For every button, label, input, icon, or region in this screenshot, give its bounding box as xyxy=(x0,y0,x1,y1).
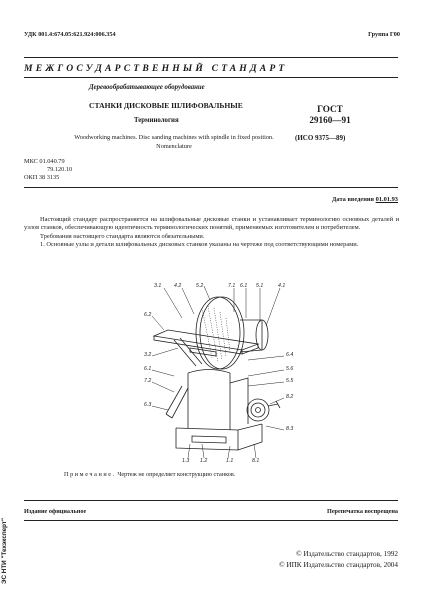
part-label: 6.1 xyxy=(144,366,152,372)
part-label: 6.1 xyxy=(240,283,248,289)
document-title: СТАНКИ ДИСКОВЫЕ ШЛИФОВАЛЬНЫЕ xyxy=(89,101,243,110)
part-label: 8.2 xyxy=(286,394,294,400)
body-text xyxy=(24,216,399,249)
copyright-1992: © Издательство стандартов, 1992 xyxy=(296,550,398,558)
column xyxy=(188,370,230,431)
paragraph: Настоящий стандарт распространяется на шлифовальные дисковые станки и устанавливает терминологию основных деталей и узлов станков, обеспечивающую идентичность терминологических понятий, применяемых изготовителем и потребителем. xyxy=(24,216,399,232)
part-label: 1.1 xyxy=(226,458,234,463)
okp-code: ОКП 38 3135 xyxy=(24,174,60,181)
part-label: 1.2 xyxy=(200,458,208,463)
part-label: 6.2 xyxy=(144,312,152,318)
top-rule xyxy=(24,57,398,58)
part-label: 5.2 xyxy=(196,283,204,289)
note-label: Примечание. xyxy=(64,471,116,478)
handwheel xyxy=(247,399,269,421)
part-label: 5.1 xyxy=(256,283,264,289)
intro-label: Дата введения xyxy=(332,196,376,203)
standard-banner: МЕЖГОСУДАРСТВЕННЫЙ СТАНДАРТ xyxy=(24,63,288,74)
part-label: 8.3 xyxy=(286,426,294,432)
classification-codes xyxy=(24,158,72,182)
group-code: Группа Г00 xyxy=(368,31,400,38)
drawing-note xyxy=(64,471,235,478)
side-stamp: ЭС НТИ "Техэксперт" xyxy=(1,518,8,584)
part-label: 5.6 xyxy=(286,366,294,372)
english-title: Woodworking machines. Disc sanding machines with spindle in fixed position. Nomenclature xyxy=(74,134,274,150)
sanding-disc xyxy=(196,297,240,369)
gost-number xyxy=(300,104,360,126)
mks-code-2: 79.120.10 xyxy=(47,166,73,173)
part-label: 6.4 xyxy=(286,352,294,358)
part-label: 7.2 xyxy=(144,378,152,384)
document-subtitle: Терминология xyxy=(134,117,179,124)
intro-rule xyxy=(24,187,398,188)
base-slot xyxy=(192,436,226,443)
introduction-date xyxy=(332,196,398,203)
mks-code-1: МКС 01.040.79 xyxy=(24,158,65,165)
paragraph: 1. Основные узлы и детали шлифовальных дисковых станков указаны на чертеже под соответствующими номерами. xyxy=(40,240,359,248)
part-labels xyxy=(144,283,293,463)
footer-rule xyxy=(24,500,398,501)
part-label: 1.3 xyxy=(182,458,190,463)
udk-code: УДК 001.4:674.05:621.924:006.354 xyxy=(24,31,116,38)
machine-drawing xyxy=(130,278,310,463)
gost-label: ГОСТ xyxy=(317,104,343,114)
gost-code: 29160—91 xyxy=(309,115,351,125)
part-label: 4.2 xyxy=(174,283,182,289)
footer-rule-2 xyxy=(24,520,398,521)
reprint-prohibited: Перепечатка воспрещена xyxy=(327,508,398,515)
part-label: 8.1 xyxy=(252,458,260,463)
part-label: 5.5 xyxy=(286,378,294,384)
note-text: Чертеж не определяет конструкцию станков. xyxy=(115,471,236,478)
iso-reference: (ИСО 9375—89) xyxy=(295,134,346,142)
part-label: 3.1 xyxy=(154,283,162,289)
part-label: 7.1 xyxy=(228,283,236,289)
copyright-2004: © ИПК Издательство стандартов, 2004 xyxy=(279,561,398,569)
intro-date-value: 01.01.93 xyxy=(375,196,398,203)
part-label: 6.3 xyxy=(144,402,152,408)
part-label: 3.2 xyxy=(144,352,152,358)
part-label: 4.1 xyxy=(278,283,286,289)
paragraph: Требования настоящего стандарта являются обязательными. xyxy=(40,232,205,240)
sector-heading: Деревообрабатывающее оборудование xyxy=(89,84,205,91)
official-edition: Издание официальное xyxy=(24,508,87,515)
banner-rule xyxy=(24,77,398,78)
